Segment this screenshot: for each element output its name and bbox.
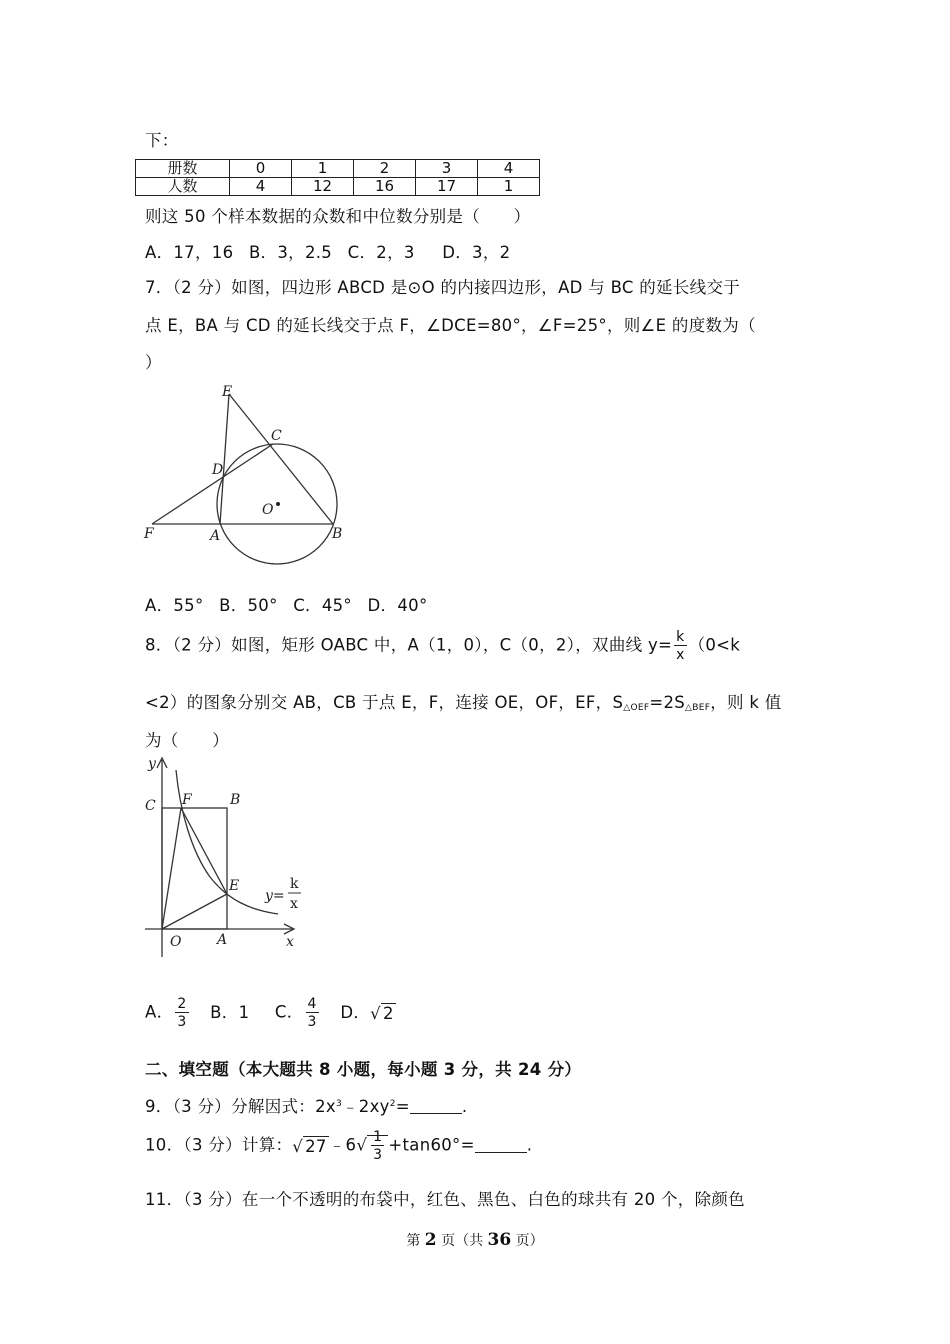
table-cell: 人数 bbox=[136, 178, 230, 196]
sqrt-two: √ 2 bbox=[370, 1003, 394, 1023]
label-c: C bbox=[271, 428, 282, 444]
q6-option-a: A．17，16 bbox=[145, 243, 234, 262]
frac-den: 3 bbox=[177, 1014, 187, 1030]
footer-post: 页） bbox=[511, 1233, 544, 1249]
label-c: C bbox=[145, 798, 156, 814]
subscript-bef: △BEF bbox=[685, 703, 711, 713]
table-row bbox=[136, 160, 540, 178]
segment-ef bbox=[181, 808, 227, 894]
label-d: D bbox=[212, 462, 224, 478]
intro-text: 下： bbox=[145, 131, 179, 150]
table-cell: 1 bbox=[292, 160, 354, 178]
table-cell: 16 bbox=[354, 178, 416, 196]
label-e: E bbox=[222, 384, 233, 400]
q9-end: . bbox=[461, 1097, 468, 1116]
q7-line2: 点 E，BA 与 CD 的延长线交于点 F，∠DCE=80°，∠F=25°，则∠E 的度数为（ bbox=[145, 316, 756, 335]
q7-circle-figure bbox=[140, 378, 350, 568]
curve-label-den: x bbox=[290, 896, 298, 912]
q8-line2-suffix: ，则 k 值 bbox=[710, 693, 782, 712]
q11-line: 11．（3 分）在一个不透明的布袋中，红色、黑色、白色的球共有 20 个，除颜色 bbox=[145, 1190, 745, 1209]
q8-options bbox=[145, 997, 396, 1029]
frac-den: 3 bbox=[307, 1014, 317, 1030]
sqrt-one-third: √ $\frac{1}{3}$ bbox=[356, 1130, 388, 1162]
q8-hyperbola-figure bbox=[140, 752, 315, 962]
curve-label-num: k bbox=[290, 876, 299, 892]
q7-line1: 7．（2 分）如图，四边形 ABCD 是⊙O 的内接四边形，AD 与 BC 的延长线交于 bbox=[145, 278, 741, 297]
q9-line bbox=[145, 1093, 467, 1117]
q8-option-a-label: A． bbox=[145, 1002, 174, 1022]
frac-den: x bbox=[676, 647, 685, 663]
q10-line bbox=[145, 1130, 532, 1162]
q6-option-b: B．3，2.5 bbox=[248, 243, 333, 262]
segment-fc bbox=[152, 444, 273, 524]
q8-line1 bbox=[145, 630, 740, 662]
frac-num: 2 bbox=[177, 996, 187, 1012]
q7-option-d: D．40° bbox=[367, 596, 428, 615]
label-y: y bbox=[148, 756, 156, 772]
q9-prefix: 9．（3 分）分解因式：2x bbox=[145, 1097, 336, 1116]
subscript-oef: △OEF bbox=[623, 703, 650, 713]
table-cell: 17 bbox=[416, 178, 478, 196]
label-x: x bbox=[286, 934, 294, 950]
label-b: B bbox=[332, 526, 343, 542]
q8-line3: 为（ ） bbox=[145, 731, 229, 750]
radicand: 27 bbox=[305, 1136, 327, 1156]
label-f: F bbox=[182, 792, 192, 808]
table-cell: 2 bbox=[354, 160, 416, 178]
table-cell: 4 bbox=[230, 178, 292, 196]
table-cell: 册数 bbox=[136, 160, 230, 178]
q9-sup1: 3 bbox=[335, 1099, 342, 1109]
label-o: O bbox=[262, 502, 274, 518]
center-dot bbox=[276, 502, 280, 506]
q8-option-a-frac bbox=[175, 997, 188, 1029]
footer-page-number: 2 bbox=[424, 1230, 437, 1250]
q8-option-c-frac bbox=[306, 997, 319, 1029]
segment-oe bbox=[162, 894, 227, 929]
q8-option-b: B．1 bbox=[210, 1002, 250, 1022]
q8-line1-prefix: 8．（2 分）如图，矩形 OABC 中，A（1，0），C（0，2），双曲线 y= bbox=[145, 635, 673, 655]
label-e: E bbox=[229, 878, 240, 894]
frac-den: 3 bbox=[373, 1147, 383, 1163]
q9-mid: ﹣2xy bbox=[341, 1097, 390, 1116]
answer-blank[interactable] bbox=[475, 1138, 527, 1153]
table-row bbox=[136, 178, 540, 196]
data-table bbox=[135, 159, 540, 196]
footer-mid: 页（共 bbox=[436, 1233, 488, 1249]
table-cell: 1 bbox=[478, 178, 540, 196]
frac-num: 4 bbox=[307, 996, 317, 1012]
label-o: O bbox=[170, 934, 182, 950]
q10-prefix: 10．（3 分）计算： bbox=[145, 1135, 293, 1155]
radicand: 2 bbox=[382, 1003, 394, 1023]
label-f: F bbox=[144, 526, 154, 542]
label-b: B bbox=[230, 792, 241, 808]
q8-line2-prefix: <2）的图象分别交 AB，CB 于点 E，F，连接 OE，OF，EF，S bbox=[145, 693, 624, 712]
label-a: A bbox=[210, 528, 221, 544]
footer-pre: 第 bbox=[406, 1233, 425, 1249]
q10-mid: ﹣6 bbox=[328, 1135, 357, 1155]
segment-ea bbox=[220, 394, 229, 524]
q7-option-a: A．55° bbox=[145, 596, 204, 615]
footer-total-pages: 36 bbox=[487, 1230, 512, 1250]
q8-option-d-label: D． bbox=[340, 1002, 371, 1022]
q7-option-b: B．50° bbox=[219, 596, 278, 615]
q10-end: . bbox=[526, 1135, 533, 1155]
q7-line3: ） bbox=[145, 353, 162, 372]
table-cell: 12 bbox=[292, 178, 354, 196]
label-a: A bbox=[217, 932, 228, 948]
q8-line2-mid: =2S bbox=[649, 693, 686, 712]
sqrt-27: √ 27 bbox=[292, 1136, 327, 1156]
curve-label: y= bbox=[265, 888, 285, 904]
page-footer bbox=[0, 1230, 950, 1250]
fraction-k-over-x bbox=[674, 630, 686, 662]
q6-options bbox=[145, 239, 520, 263]
section2-title: 二、填空题（本大题共 8 小题，每小题 3 分，共 24 分） bbox=[145, 1060, 582, 1079]
frac-num: 1 bbox=[373, 1129, 383, 1145]
radicand bbox=[367, 1129, 388, 1163]
frac-one-third bbox=[371, 1130, 384, 1162]
q7-option-c: C．45° bbox=[293, 596, 352, 615]
table-cell: 4 bbox=[478, 160, 540, 178]
q9-suffix: = bbox=[395, 1097, 410, 1116]
q6-option-d: D．3，2 bbox=[442, 243, 511, 262]
frac-num: k bbox=[676, 629, 685, 645]
q8-line2 bbox=[145, 689, 782, 713]
table-cell: 3 bbox=[416, 160, 478, 178]
q8-option-c-label: C． bbox=[274, 1002, 304, 1022]
q6-option-c: C．2，3 bbox=[347, 243, 415, 262]
answer-blank[interactable] bbox=[410, 1099, 462, 1114]
q8-line1-suffix: （0<k bbox=[688, 635, 741, 655]
q10-suffix: +tan60°= bbox=[388, 1135, 475, 1155]
segment-of bbox=[162, 808, 181, 929]
table-cell: 0 bbox=[230, 160, 292, 178]
q7-options bbox=[145, 592, 438, 616]
q6-stem: 则这 50 个样本数据的众数和中位数分别是（ ） bbox=[145, 207, 531, 226]
q9-sup2: 2 bbox=[389, 1099, 396, 1109]
